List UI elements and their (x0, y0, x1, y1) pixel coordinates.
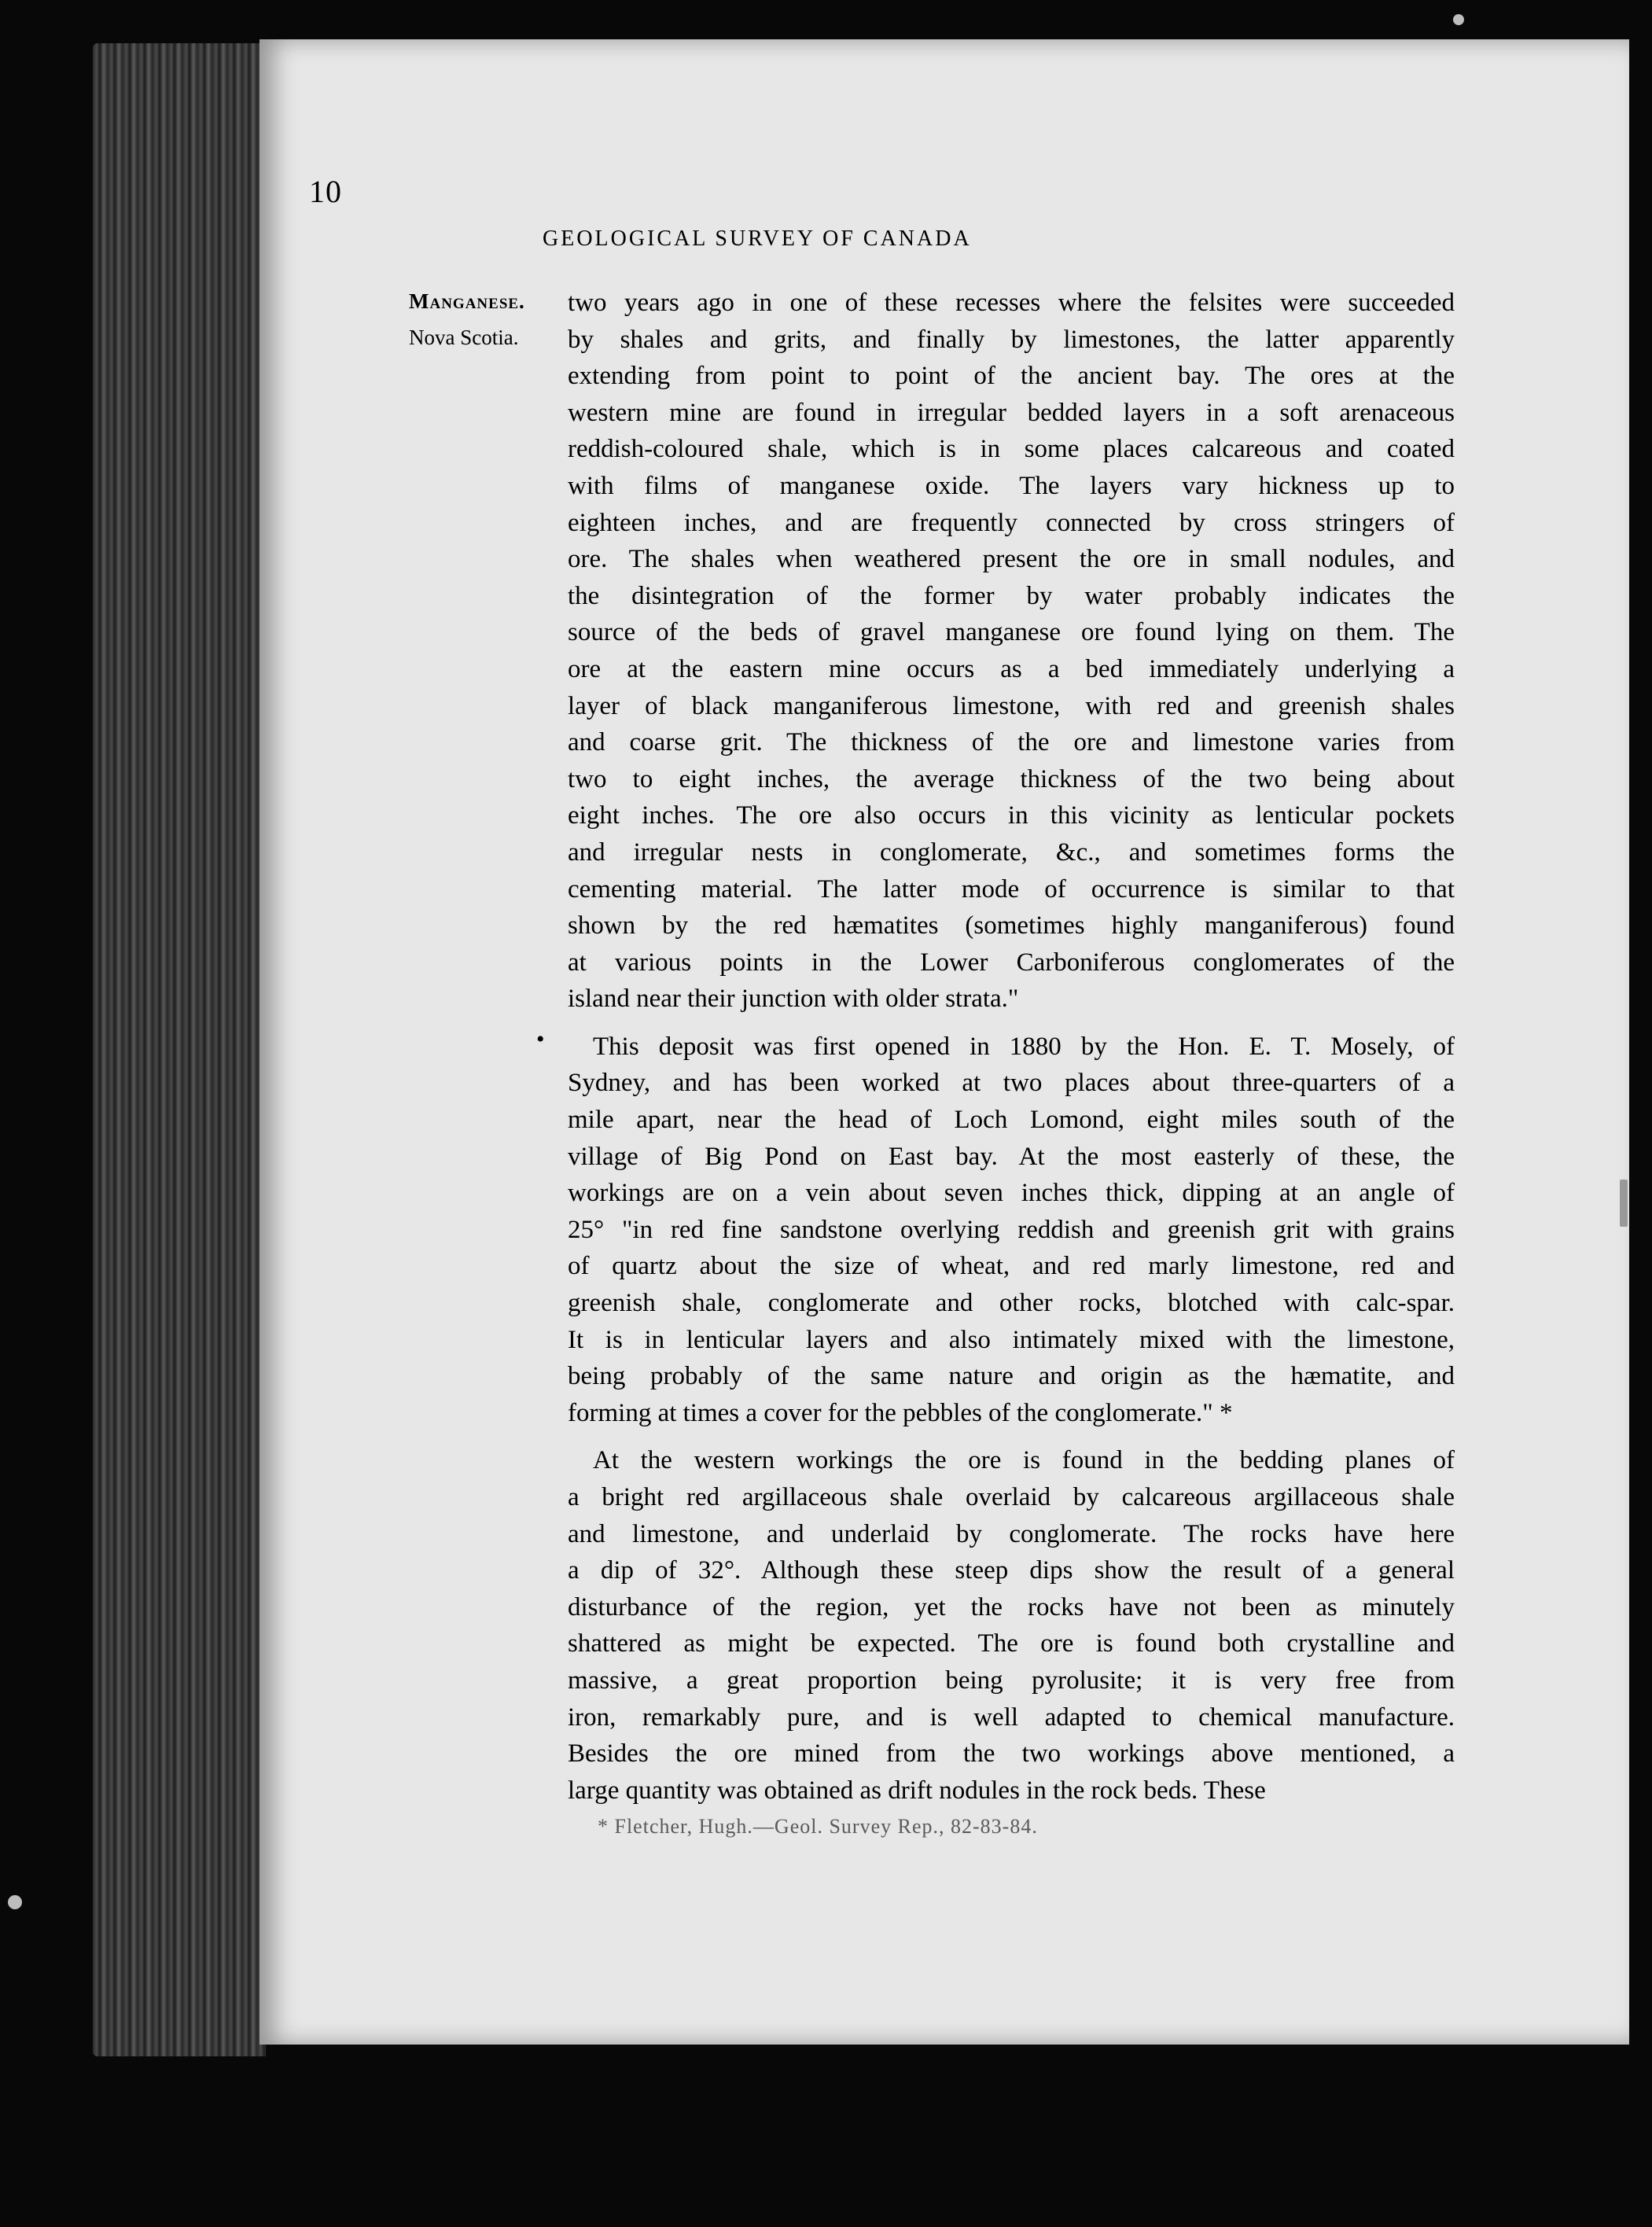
text-line: This deposit was first opened in 1880 by the Hon. E. T. Mosely, of (593, 1032, 1455, 1061)
scan-speck (1453, 14, 1464, 25)
text-line: eighteen inches, and are frequently connected by cross stringers of (568, 508, 1455, 537)
body-text (568, 285, 1455, 1809)
footnote: * Fletcher, Hugh.—Geol. Survey Rep., 82-83-84. (598, 1815, 1038, 1838)
text-line: massive, a great proportion being pyrolusite; it is very free from (568, 1666, 1455, 1695)
page-number: 10 (309, 174, 342, 209)
paragraph-1 (568, 285, 1455, 1018)
scan-speck (8, 1895, 22, 1909)
paragraph-3 (568, 1442, 1455, 1809)
text-line: workings are on a vein about seven inches thick, dipping at an angle of (568, 1179, 1455, 1208)
text-line: at various points in the Lower Carboniferous conglomerates of the (568, 948, 1455, 977)
text-line: source of the beds of gravel manganese ore found lying on them. The (568, 618, 1455, 647)
text-line: village of Big Pond on East bay. At the most easterly of these, the (568, 1142, 1455, 1171)
text-line: the disintegration of the former by water probably indicates the (568, 581, 1455, 610)
text-line: extending from point to point of the ancient bay. The ores at the (568, 362, 1455, 391)
text-line: ore. The shales when weathered present the ore in small nodules, and (568, 545, 1455, 574)
text-line: ore at the eastern mine occurs as a bed immediately underlying a (568, 654, 1455, 683)
margin-note-subject: Manganese. (409, 289, 525, 313)
text-line: and irregular nests in conglomerate, &c., and sometimes forms the (568, 837, 1455, 867)
margin-notes (409, 283, 566, 355)
text-line: a dip of 32°. Although these steep dips show the result of a general (568, 1556, 1455, 1585)
text-line: eight inches. The ore also occurs in this vicinity as lenticular pockets (568, 801, 1455, 830)
text-line: greenish shale, conglomerate and other rocks, blotched with calc-spar. (568, 1289, 1455, 1318)
text-line: with films of manganese oxide. The layers vary hickness up to (568, 471, 1455, 500)
text-line: and coarse grit. The thickness of the ore and limestone varies from (568, 728, 1455, 757)
text-line: shown by the red hæmatites (sometimes highly manganiferous) found (568, 911, 1455, 940)
text-line: two years ago in one of these recesses where the felsites were succeeded (568, 289, 1455, 317)
text-line: forming at times a cover for the pebbles of the conglomerate." * (568, 1398, 1233, 1427)
text-line: of quartz about the size of wheat, and red marly limestone, red and (568, 1252, 1455, 1281)
text-line: large quantity was obtained as drift nodules in the rock beds. These (568, 1776, 1266, 1805)
text-line: iron, remarkably pure, and is well adapted to chemical manufacture. (568, 1702, 1455, 1732)
margin-mark: • (536, 1026, 545, 1052)
text-line: 25° "in red fine sandstone overlying reddish and greenish grit with grains (568, 1215, 1455, 1244)
text-line: At the western workings the ore is found in the bedding planes of (593, 1446, 1455, 1475)
text-line: and limestone, and underlaid by conglomerate. The rocks have here (568, 1519, 1455, 1548)
book-page-edges (93, 43, 266, 2056)
text-line: western mine are found in irregular bedded layers in a soft arenaceous (568, 398, 1455, 427)
text-line: reddish-coloured shale, which is in some places calcareous and coated (568, 435, 1455, 464)
paragraph-2 (568, 1029, 1455, 1432)
text-line: a bright red argillaceous shale overlaid by calcareous argillaceous shale (568, 1483, 1455, 1511)
scan-speck (1620, 1180, 1628, 1227)
text-line: disturbance of the region, yet the rocks have not been as minutely (568, 1592, 1455, 1621)
text-line: Sydney, and has been worked at two places about three-quarters of a (568, 1069, 1455, 1098)
text-line: by shales and grits, and finally by limestones, the latter apparently (568, 325, 1455, 354)
text-line: two to eight inches, the average thickness of the two being about (568, 764, 1455, 793)
text-line: mile apart, near the head of Loch Lomond, eight miles south of the (568, 1106, 1455, 1135)
text-line: shattered as might be expected. The ore is found both crystalline and (568, 1629, 1455, 1658)
text-line: It is in lenticular layers and also intimately mixed with the limestone, (568, 1325, 1455, 1354)
text-line: Besides the ore mined from the two workings above mentioned, a (568, 1739, 1455, 1769)
margin-note-location: Nova Scotia. (409, 326, 519, 349)
text-line: layer of black manganiferous limestone, with red and greenish shales (568, 691, 1455, 720)
text-line: island near their junction with older strata." (568, 985, 1019, 1014)
text-line: cementing material. The latter mode of occurrence is similar to that (568, 874, 1455, 904)
running-head: GEOLOGICAL SURVEY OF CANADA (543, 226, 972, 251)
text-line: being probably of the same nature and origin as the hæmatite, and (568, 1362, 1455, 1391)
